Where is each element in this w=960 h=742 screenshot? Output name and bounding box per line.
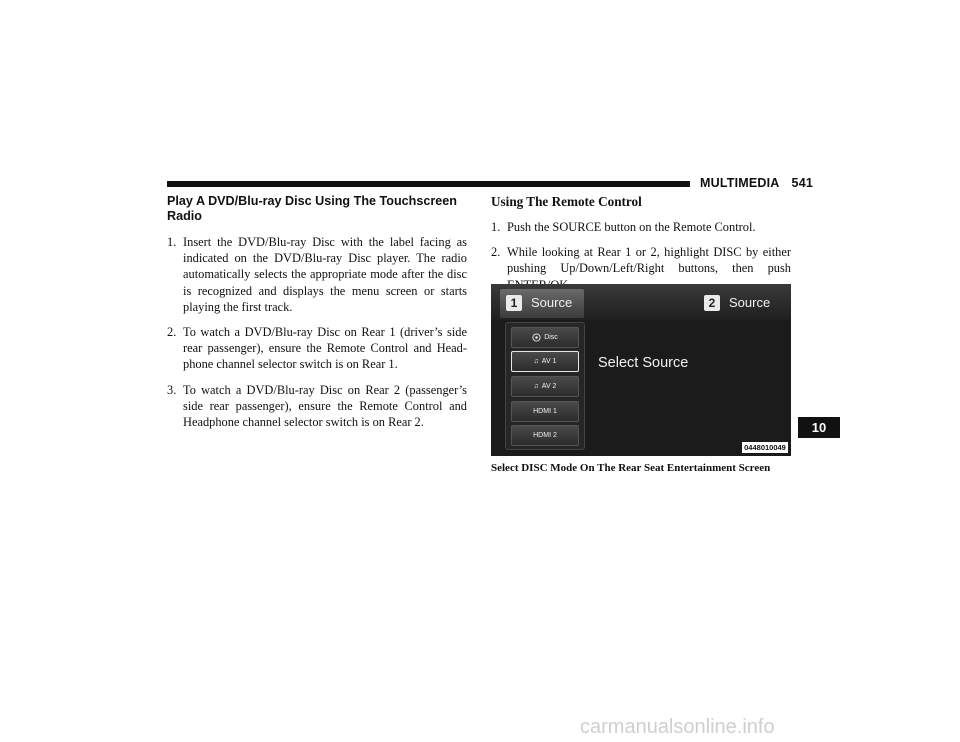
left-column xyxy=(167,194,467,439)
source-hdmi1-button[interactable] xyxy=(511,401,579,422)
running-header xyxy=(700,176,813,190)
step-item xyxy=(167,234,467,315)
header-rule xyxy=(167,181,690,187)
source-label: HDMI 1 xyxy=(533,408,557,415)
subsection-heading: Using The Remote Control xyxy=(491,194,642,209)
step-item xyxy=(167,324,467,373)
figure-code: 0448010049 xyxy=(742,442,788,453)
step-item xyxy=(491,219,791,235)
step-text: Push the SOURCE button on the Remote Control. xyxy=(507,220,756,234)
figure-caption: Select DISC Mode On The Rear Seat Entertainment Screen xyxy=(491,462,771,474)
select-source-label: Select Source xyxy=(598,355,689,371)
step-text: To watch a DVD/Blu-ray Disc on Rear 2 (passenger’s side rear passenger), ensure the Remote Control and Headphone channel selector switch is on Rear 2. xyxy=(183,382,467,430)
source-av2-button[interactable] xyxy=(511,376,579,397)
step-number: 1. xyxy=(167,235,177,249)
disc-icon xyxy=(532,333,541,342)
source-label: HDMI 2 xyxy=(533,432,557,439)
source-hdmi2-button[interactable] xyxy=(511,425,579,446)
step-text: To watch a DVD/Blu-ray Disc on Rear 1 (driver’s side rear passenger), ensure the Remote Control and Headphone channel selector switch is on Rear 1. xyxy=(183,325,467,372)
source-list xyxy=(505,322,585,450)
rear-2-number: 2 xyxy=(704,295,720,311)
step-number: 1. xyxy=(491,220,501,234)
watermark: carmanualsonline.info xyxy=(580,716,775,738)
source-av1-button[interactable] xyxy=(511,351,579,372)
step-text: Insert the DVD/Blu-ray Disc with the label facing as indicated on the DVD/Blu-ray Disc player. The radio automatically selects the appropriate mode after the disc is recognized and displays the menu screen or starts playing the first track. xyxy=(183,235,467,314)
step-number: 3. xyxy=(167,382,177,397)
page-number: 541 xyxy=(791,176,814,190)
source-label: AV 1 xyxy=(541,358,557,365)
source-label: AV 2 xyxy=(541,383,557,390)
step-number: 2. xyxy=(491,245,501,260)
rear-1-source-label: Source xyxy=(531,295,573,310)
source-disc-button[interactable] xyxy=(511,327,579,348)
rear-2-source-label[interactable]: Source xyxy=(729,295,771,310)
section-title: MULTIMEDIA xyxy=(700,176,780,190)
rear-seat-screen-figure xyxy=(491,284,791,456)
av-icon: ♫ xyxy=(533,358,539,365)
step-number: 2. xyxy=(167,325,177,340)
section-heading: Play A DVD/Blu-ray Disc Using The Touchscreen Radio xyxy=(167,194,457,223)
rear-1-number: 1 xyxy=(506,295,522,311)
chapter-tab[interactable]: 10 xyxy=(798,417,840,438)
av-icon: ♫ xyxy=(533,383,539,390)
source-label: Disc xyxy=(544,334,558,341)
step-item xyxy=(167,382,467,431)
step-text: While looking at Rear 1 or 2, highlight DISC by either pushing Up/Down/Left/Right buttons, then push xyxy=(507,245,791,276)
